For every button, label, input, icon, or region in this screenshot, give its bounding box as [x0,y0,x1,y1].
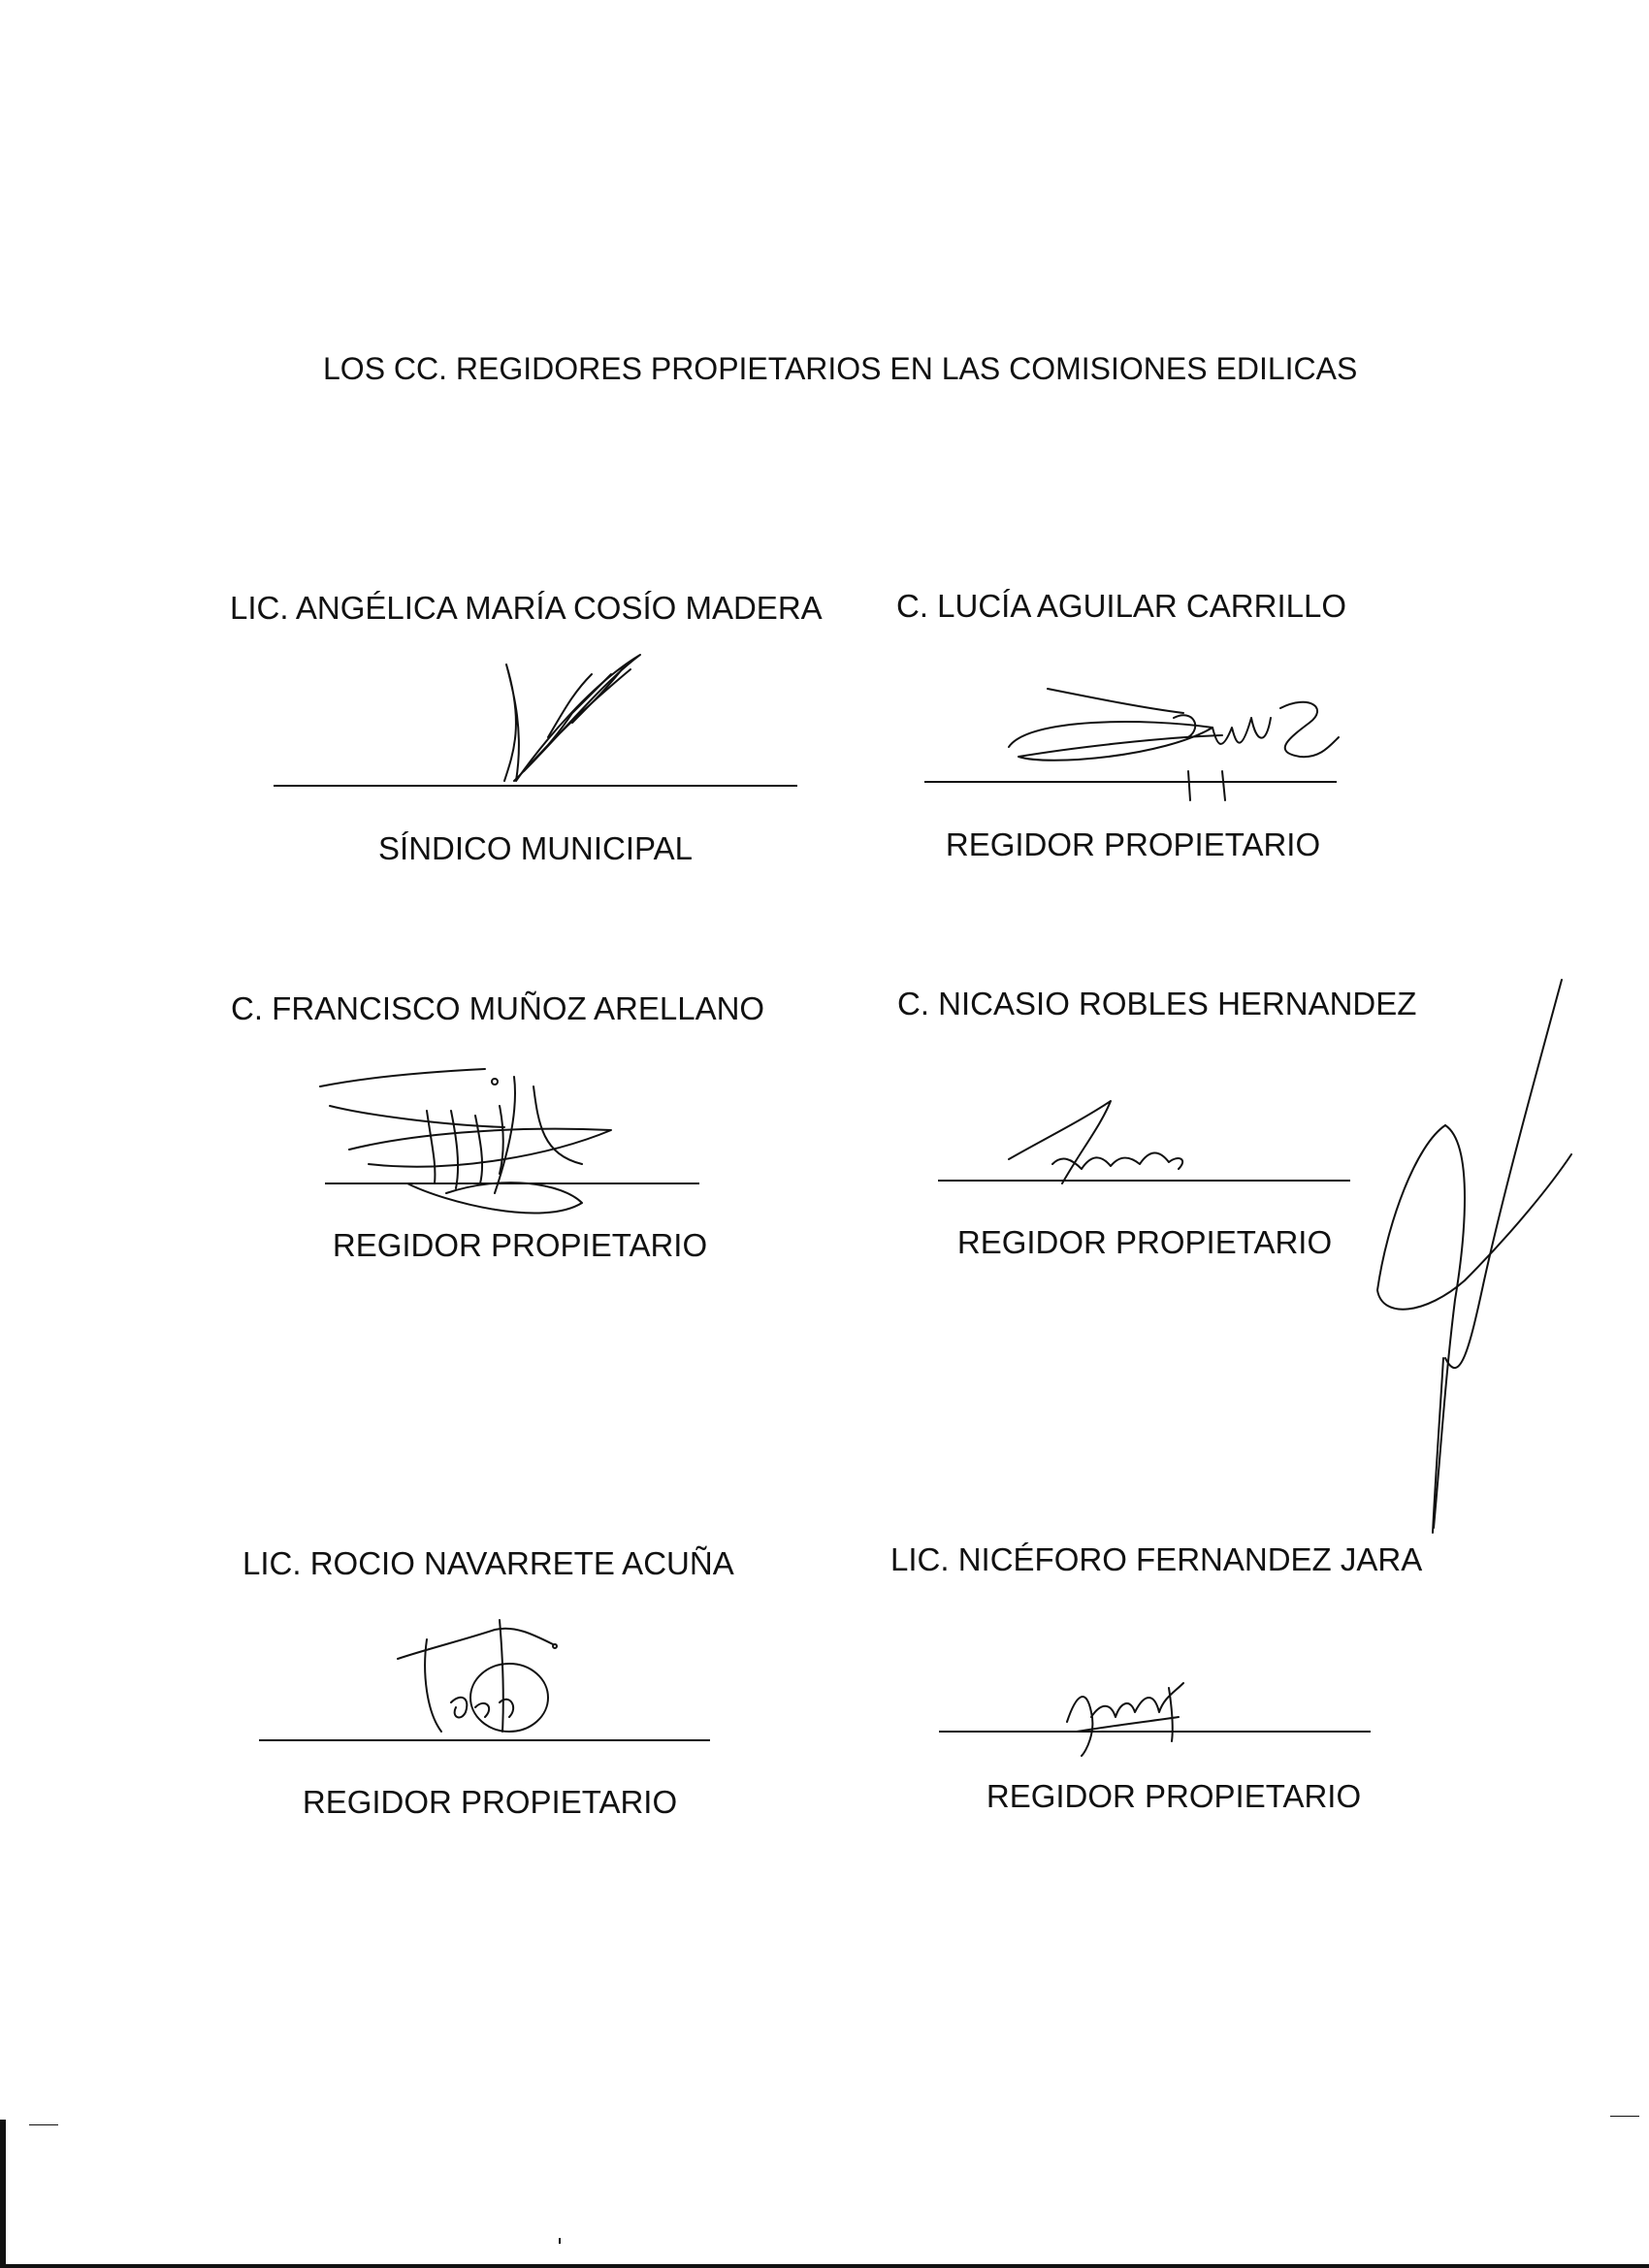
signature-4 [1004,1096,1198,1193]
signatory-5-name: LIC. ROCIO NAVARRETE ACUÑA [242,1545,734,1581]
signature-6 [1057,1673,1193,1761]
signature-line-3 [325,1183,699,1184]
scan-edge-left [0,2120,6,2268]
scan-dot-bottom [559,2238,561,2244]
signatory-6-name: LIC. NICÉFORO FERNANDEZ JARA [890,1541,1423,1577]
margin-signature [1339,970,1581,1542]
signatory-1-name: LIC. ANGÉLICA MARÍA COSÍO MADERA [230,590,823,626]
signatory-1-role: SÍNDICO MUNICIPAL [378,830,693,866]
signature-1 [456,635,650,791]
signatory-4-role: REGIDOR PROPIETARIO [956,1224,1333,1260]
scan-mark-left [29,2124,58,2125]
signatory-3-name: C. FRANCISCO MUÑOZ ARELLANO [231,990,765,1026]
signature-line-5 [259,1739,710,1741]
signatory-3-role: REGIDOR PROPIETARIO [332,1227,708,1263]
signature-line-2 [924,781,1337,783]
signature-line-6 [939,1731,1371,1733]
signature-line-4 [938,1180,1350,1182]
page-heading: LOS CC. REGIDORES PROPIETARIOS EN LAS COMISIONES EDILICAS [323,351,1358,386]
signatory-6-role: REGIDOR PROPIETARIO [986,1778,1362,1814]
scan-mark-right [1610,2116,1639,2117]
signature-2 [989,679,1348,805]
signature-line-1 [274,785,797,787]
signatory-5-role: REGIDOR PROPIETARIO [302,1784,678,1820]
signature-5 [388,1615,572,1741]
signatory-2-name: C. LUCÍA AGUILAR CARRILLO [896,588,1346,624]
signatory-4-name: C. NICASIO ROBLES HERNANDEZ [897,986,1417,1021]
signatory-2-role: REGIDOR PROPIETARIO [945,826,1321,862]
scan-edge-bottom [0,2264,1649,2268]
signature-3 [310,1057,630,1222]
